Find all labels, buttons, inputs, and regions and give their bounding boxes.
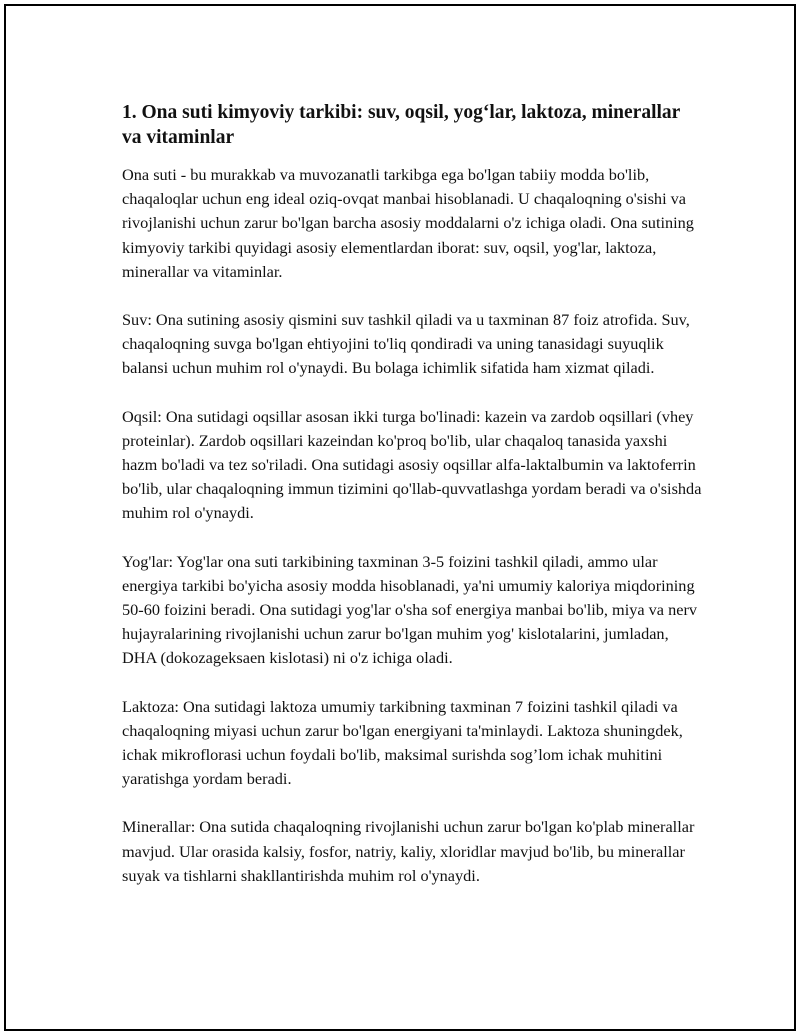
page-frame — [4, 4, 796, 1031]
paragraph-fats: Yog'lar: Yog'lar ona suti tarkibining taxminan 3-5 foizini tashkil qiladi, ammo ular energiya tarkibi bo'yicha asosiy modda hisoblanadi, ya'ni umumiy kaloriya miqdorining 50-60 foizini beradi. Ona sutidagi yog'lar o'sha sof energiya manbai bo'lib, miya va nerv hujayralarining rivojlanishi uchun zarur bo'lgan muhim yog' kislotalarini, jumladan, DHA (dokozageksaen kislotasi) ni o'z ichiga oladi. — [122, 551, 698, 668]
paragraph-intro: Ona suti - bu murakkab va muvozanatli tarkibga ega bo'lgan tabiiy modda bo'lib, chaqaloqlar uchun eng ideal oziq-ovqat manbai hisoblanadi. U chaqaloqning o'sishi va rivojlanishi uchun zarur bo'lgan barcha asosiy moddalarni o'z ichiga oladi. Ona sutining kimyoviy tarkibi quyidagi asosiy elementlardan iborat: suv, oqsil, yog'lar, laktoza, minerallar va vitaminlar. — [122, 165, 694, 281]
section-heading: 1. Ona suti kimyoviy tarkibi: suv, oqsil, yog‘lar, laktoza, minerallar va vitaminlar — [122, 102, 680, 148]
paragraph-lactose: Laktoza: Ona sutidagi laktoza umumiy tarkibning taxminan 7 foizini tashkil qiladi va chaqaloqning miyasi uchun zarur bo'lgan energiyani ta'minlaydi. Laktoza shuningdek, ichak mikroflorasi uchun foydali bo'lib, maksimal surishda sog’lom ichak muhitini yaratishga yordam beradi. — [122, 696, 683, 789]
paragraph-water: Suv: Ona sutining asosiy qismini suv tashkil qiladi va u taxminan 87 foiz atrofida. Suv, chaqaloqning suvga bo'lgan ehtiyojini to'liq qondiradi va uning tanasidagi suyuqlik balansi uchun muhim rol o'ynaydi. Bu bolaga ichimlik sifatida ham xizmat qiladi. — [122, 310, 690, 378]
document-body — [122, 100, 702, 912]
paragraph-protein: Oqsil: Ona sutidagi oqsillar asosan ikki turga bo'linadi: kazein va zardob oqsillari (vhey proteinlar). Zardob oqsillari kazeindan ko'proq bo'lib, ular chaqaloq tanasida yaxshi hazm bo'ladi va tez so'riladi. Ona sutidagi asosiy oqsillar alfa-laktalbumin va laktoferrin bo'lib, ular chaqaloqning immun tizimini qo'llab-quvvatlashga yordam beradi va o'sishda muhim rol o'ynaydi. — [122, 406, 702, 523]
paragraph-minerals: Minerallar: Ona sutida chaqaloqning rivojlanishi uchun zarur bo'lgan ko'plab minerallar mavjud. Ular orasida kalsiy, fosfor, natriy, kaliy, xloridlar mavjud bo'lib, bu minerallar suyak va tishlarni shakllantirishda muhim rol o'ynaydi. — [122, 817, 695, 885]
